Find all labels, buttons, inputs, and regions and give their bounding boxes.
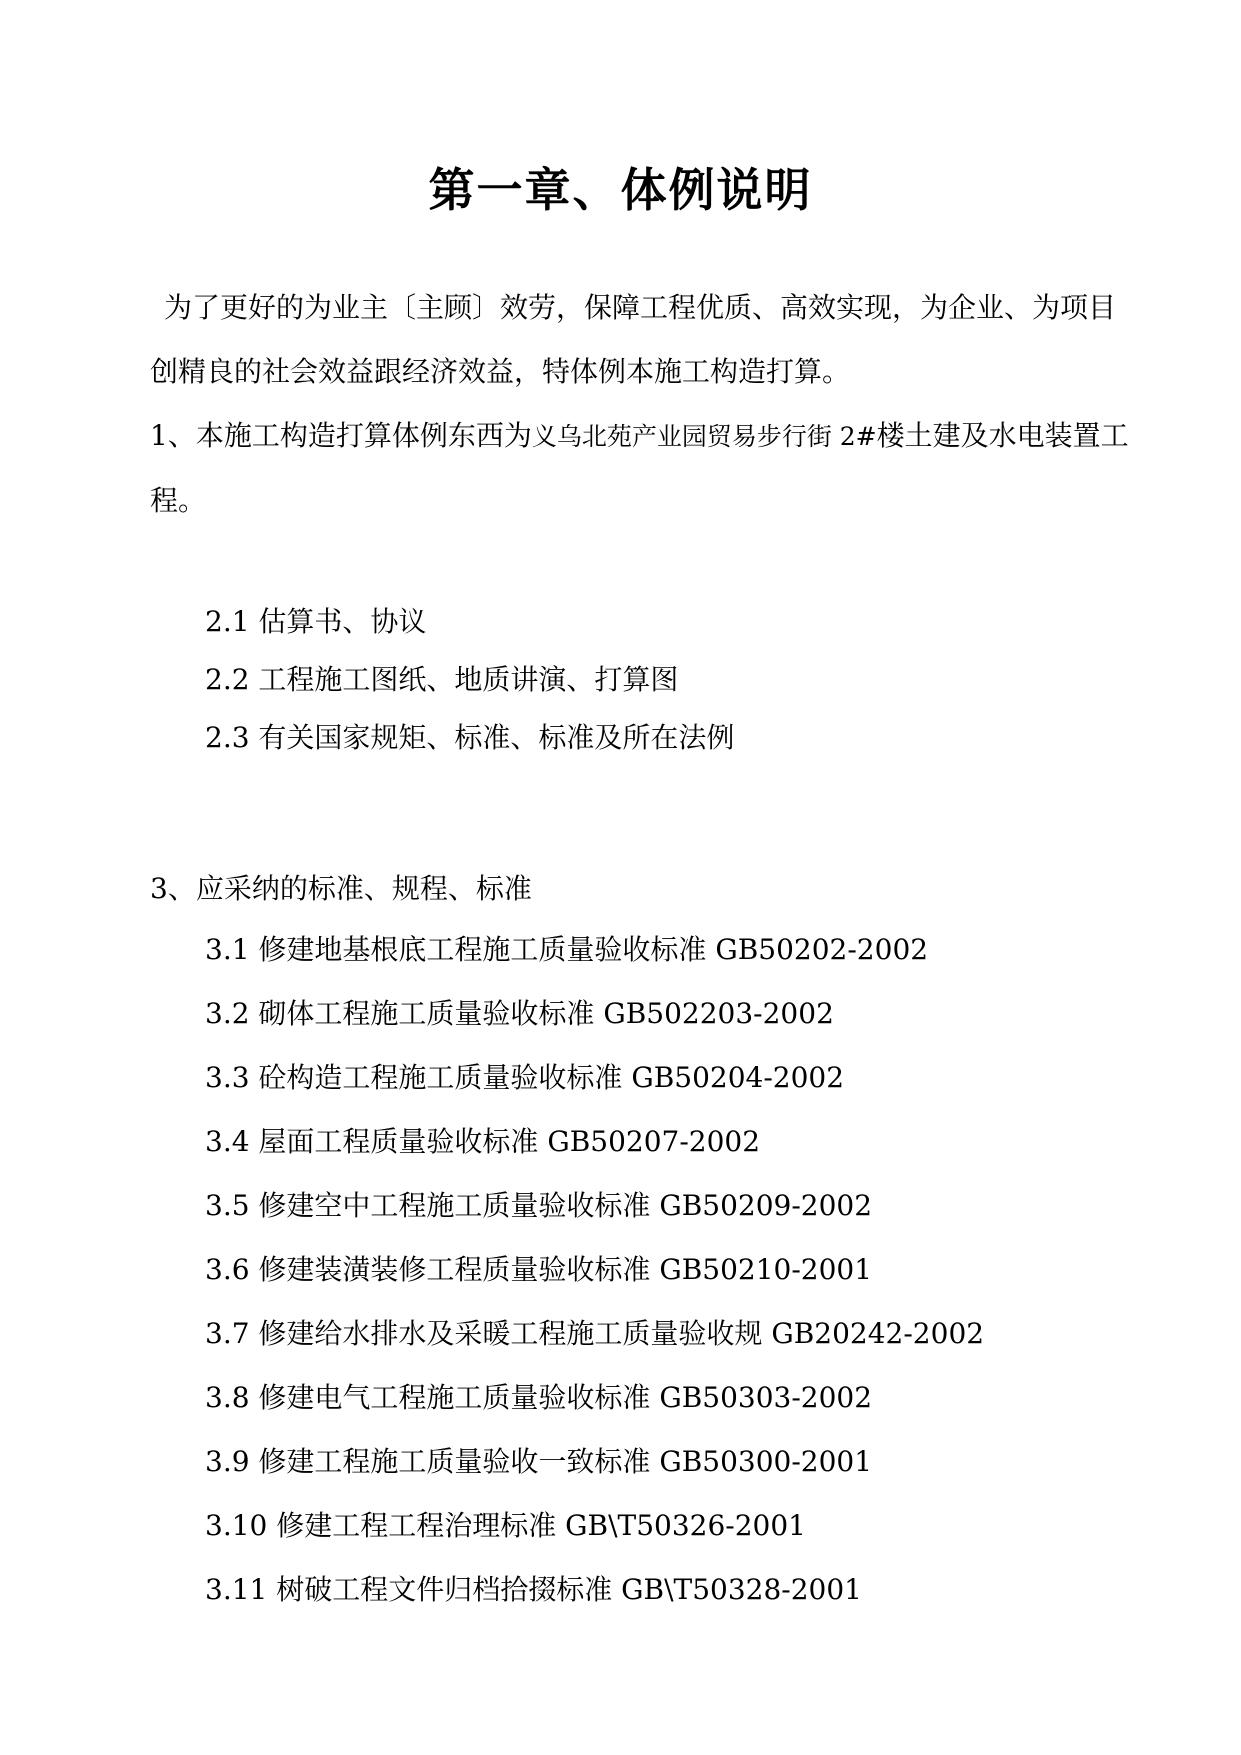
section-3-item: 3.10 修建工程工程治理标准 GB\T50326-2001 bbox=[205, 1509, 806, 1542]
item-1-paragraph bbox=[150, 404, 1130, 533]
section-3-item: 3.2 砌体工程施工质量验收标准 GB502203-2002 bbox=[205, 997, 834, 1030]
section-2-item: 2.1 估算书、协议 bbox=[205, 605, 427, 638]
section-2-item: 2.2 工程施工图纸、地质讲演、打算图 bbox=[205, 663, 679, 696]
section-3-item: 3.3 砼构造工程施工质量验收标准 GB50204-2002 bbox=[205, 1061, 845, 1094]
section-3-item: 3.4 屋面工程质量验收标准 GB50207-2002 bbox=[205, 1125, 761, 1158]
item-1-suffix: 楼土建及水电装置工程。 bbox=[150, 419, 1129, 517]
section-3-item: 3.7 修建给水排水及采暖工程施工质量验收规 GB20242-2002 bbox=[205, 1317, 985, 1350]
section-3-item: 3.6 修建装潢装修工程质量验收标准 GB50210-2001 bbox=[205, 1253, 873, 1286]
item-1-prefix: 1、本施工构造打算体例东西为 bbox=[150, 419, 532, 452]
page-title: 第一章、体例说明 bbox=[428, 163, 813, 217]
section-3-item: 3.9 修建工程施工质量验收一致标准 GB50300-2001 bbox=[205, 1445, 873, 1478]
section-3-heading: 3、应采纳的标准、规程、标准 bbox=[150, 872, 532, 905]
section-3-item: 3.5 修建空中工程施工质量验收标准 GB50209-2002 bbox=[205, 1189, 873, 1222]
section-2-item: 2.3 有关国家规矩、标准、标准及所在法例 bbox=[205, 721, 735, 754]
intro-paragraph: 为了更好的为业主〔主顾〕效劳，保障工程优质、高效实现，为企业、为项目创精良的社会效益跟经济效益，特体例本施工构造打算。 bbox=[150, 291, 1117, 388]
section-3-item: 3.8 修建电气工程施工质量验收标准 GB50303-2002 bbox=[205, 1381, 873, 1414]
section-3-item: 3.11 树破工程文件归档拾掇标准 GB\T50328-2001 bbox=[205, 1573, 862, 1606]
section-3-item: 3.1 修建地基根底工程施工质量验收标准 GB50202-2002 bbox=[205, 933, 929, 966]
item-1-project-name: 义乌北苑产业园贸易步行街 2# bbox=[531, 422, 877, 451]
